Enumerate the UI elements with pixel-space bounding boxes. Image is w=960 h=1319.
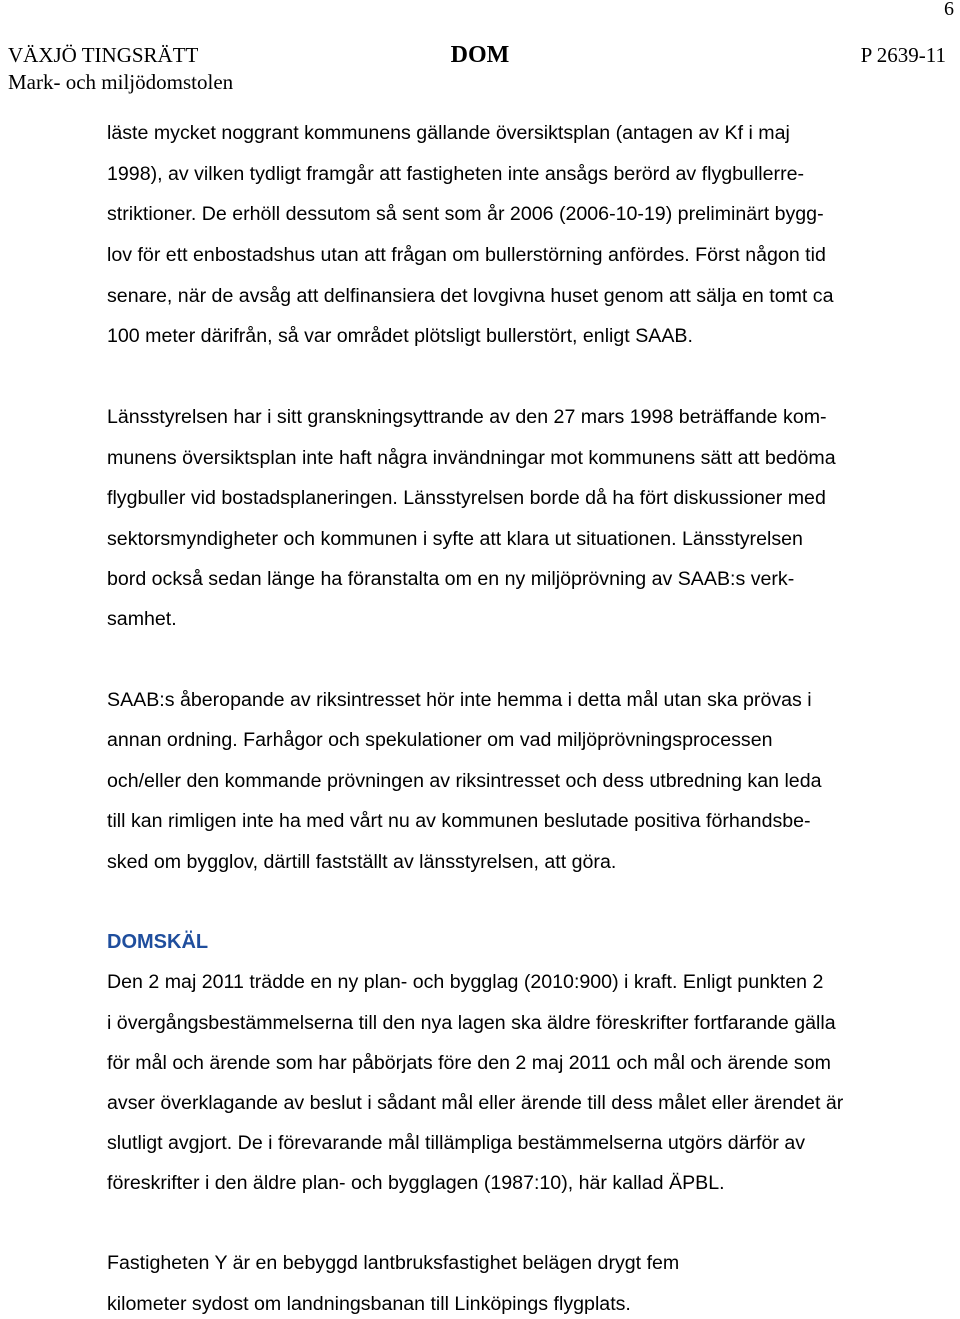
text-line: 100 meter därifrån, så var området plötsligt bullerstört, enligt SAAB. [107, 325, 693, 347]
text-line: kilometer sydost om landningsbanan till Linköpings flygplats. [107, 1293, 631, 1315]
text-line: annan ordning. Farhågor och spekulationer om vad miljöprövningsprocessen [107, 729, 773, 751]
text-line: läste mycket noggrant kommunens gällande översiktsplan (antagen av Kf i maj [107, 122, 790, 144]
text-line: och/eller den kommande prövningen av riksintresset och dess utbredning kan leda [107, 770, 822, 792]
text-line: bord också sedan länge ha föranstalta om en ny miljöprövning av SAAB:s verk- [107, 568, 795, 590]
text-line: sektorsmyndigheter och kommunen i syfte att klara ut situationen. Länsstyrelsen [107, 528, 803, 550]
text-line: senare, när de avsåg att delfinansiera det lovgivna huset genom att sälja en tomt ca [107, 285, 834, 307]
text-line: Länsstyrelsen har i sitt granskningsyttrande av den 27 mars 1998 beträffande kom- [107, 406, 827, 428]
court-division: Mark- och miljödomstolen [8, 70, 234, 94]
text-line: för mål och ärende som har påbörjats före den 2 maj 2011 och mål och ärende som [107, 1052, 831, 1074]
text-line: SAAB:s åberopande av riksintresset hör inte hemma i detta mål utan ska prövas i [107, 689, 812, 711]
text-line: samhet. [107, 608, 177, 630]
text-line: sked om bygglov, därtill fastställt av länsstyrelsen, att göra. [107, 851, 617, 873]
document-type: DOM [450, 42, 510, 68]
text-line: till kan rimligen inte ha med vårt nu av kommunen beslutade positiva förhandsbe- [107, 810, 811, 832]
page-number: 6 [944, 0, 954, 20]
text-line: striktioner. De erhöll dessutom så sent som år 2006 (2006-10-19) preliminärt bygg- [107, 203, 824, 225]
text-line: slutligt avgjort. De i förevarande mål tillämpliga bestämmelserna utgörs därför av [107, 1132, 806, 1154]
text-line: lov för ett enbostadshus utan att frågan om bullerstörning anfördes. Först någon tid [107, 244, 826, 266]
text-line: flygbuller vid bostadsplaneringen. Länsstyrelsen borde då ha fört diskussioner med [107, 487, 826, 509]
text-line: Den 2 maj 2011 trädde en ny plan- och bygglag (2010:900) i kraft. Enligt punkten 2 [107, 971, 824, 993]
section-heading: DOMSKÄL [107, 931, 209, 953]
case-number: P 2639-11 [860, 43, 946, 67]
text-line: Fastigheten Y är en bebyggd lantbruksfastighet belägen drygt fem [107, 1252, 680, 1274]
text-line: föreskrifter i den äldre plan- och bygglagen (1987:10), här kallad ÄPBL. [107, 1172, 725, 1194]
text-line: munens översiktsplan inte haft några invändningar mot kommunens sätt att bedöma [107, 447, 836, 469]
text-line: avser överklagande av beslut i sådant mål eller ärende till dess målet eller ärendet är [107, 1092, 844, 1114]
court-name: VÄXJÖ TINGSRÄTT [8, 43, 199, 67]
text-line: i övergångsbestämmelserna till den nya lagen ska äldre föreskrifter fortfarande gälla [107, 1012, 836, 1034]
text-line: 1998), av vilken tydligt framgår att fastigheten inte ansågs berörd av flygbullerre- [107, 163, 805, 185]
